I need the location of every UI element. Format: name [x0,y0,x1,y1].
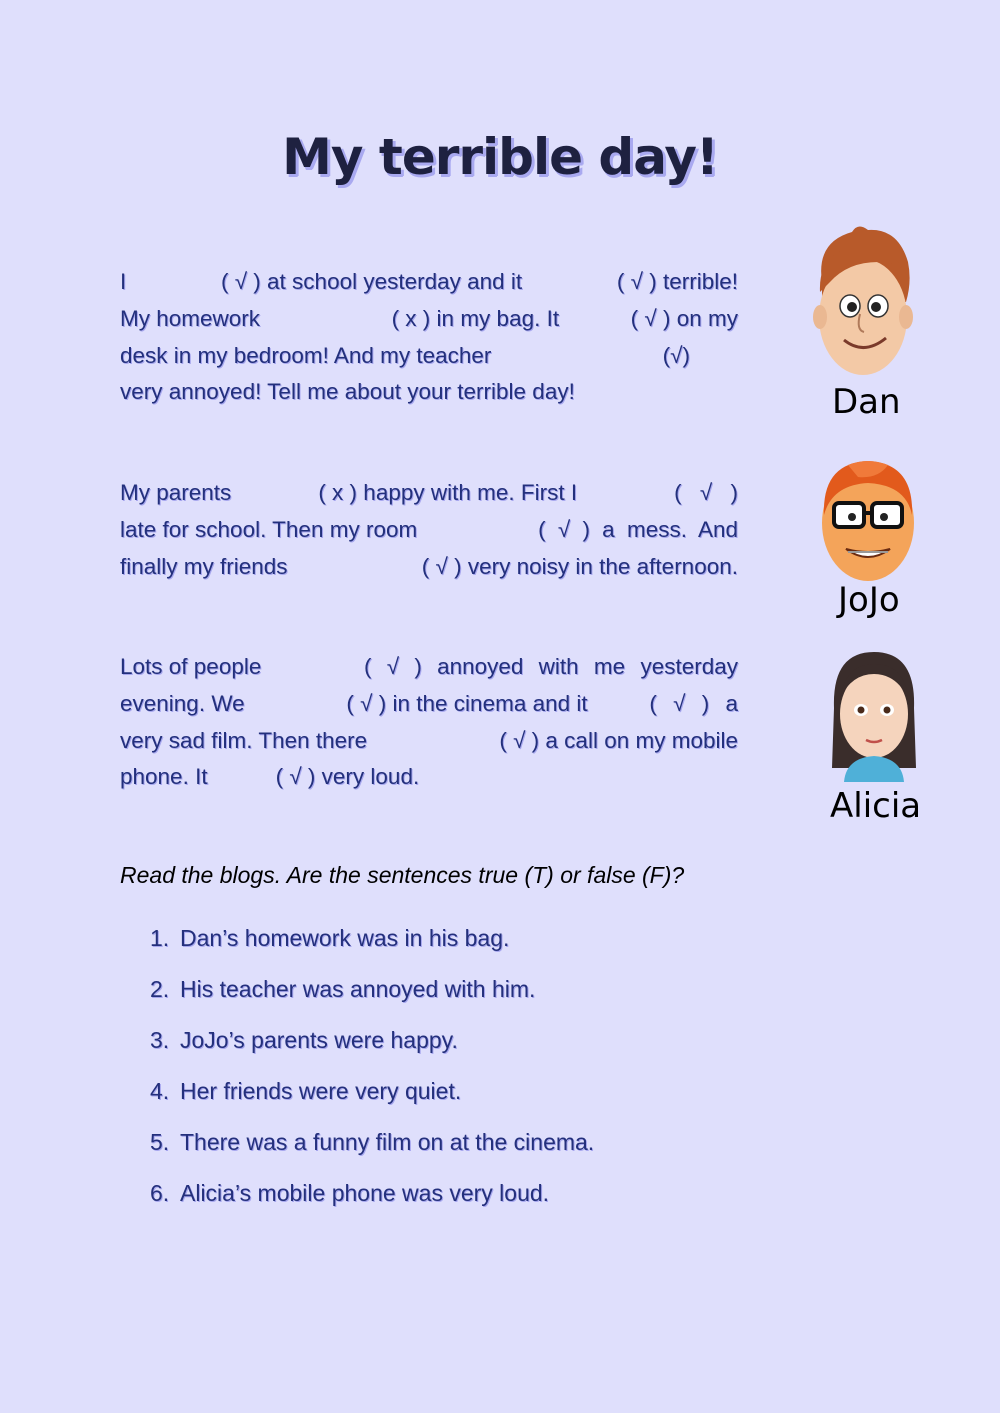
blog-text: ( √ ) on my [630,305,738,331]
blog-line [120,374,738,411]
list-item [150,1015,594,1066]
list-item [150,1066,594,1117]
blog-line [120,475,738,512]
blog-text: finally my friends [120,553,288,579]
blog-text: desk in my bedroom! And my teacher [120,342,492,368]
blog-text: ( √ ) very noisy in the afternoon. [421,553,738,579]
blog-text: ( √ ) in the cinema and it [346,690,588,716]
page-title: My terrible day! [282,128,718,186]
blog-text: ( x ) in my bag. It [391,305,560,331]
blog-text: (√) [662,342,690,368]
blog-jojo [120,475,738,585]
character-name-dan: Dan [832,382,901,422]
list-item [150,964,594,1015]
blog-alicia [120,649,738,796]
list-item [150,1117,594,1168]
blog-line [120,264,738,301]
boy-cartoon-icon [808,222,916,382]
character-name-jojo: JoJo [838,580,900,620]
question-number: 6. [150,1180,170,1206]
blog-text: ( √ ) a [649,690,738,716]
question-text: There was a funny film on at the cinema. [180,1129,595,1155]
blog-line [120,549,738,586]
question-list [150,913,594,1219]
question-number: 2. [150,976,170,1002]
list-item [150,913,594,964]
girl-cartoon-icon [826,648,922,782]
question-text: Her friends were very quiet. [180,1078,462,1104]
question-number: 1. [150,925,170,951]
blog-text: ( √ ) a call on my mobile [499,727,738,753]
blog-text: ( √ ) very loud. [275,764,420,790]
blog-text: My homework [120,305,261,331]
blog-text: very annoyed! Tell me about your terrible day! [120,379,575,405]
blog-line [120,301,738,338]
question-number: 4. [150,1078,170,1104]
blog-text: Lots of people [120,654,262,679]
question-text: His teacher was annoyed with him. [180,976,536,1002]
question-text: Alicia’s mobile phone was very loud. [180,1180,550,1206]
blog-text: ( √ ) terrible! [616,269,738,294]
question-text: JoJo’s parents were happy. [180,1027,458,1053]
blog-text: late for school. Then my room [120,516,418,542]
blog-text: evening. We [120,690,245,716]
blog-line [120,649,738,686]
blog-text: My parents [120,480,232,505]
blog-text: I [120,269,127,294]
blog-dan [120,264,738,411]
blog-text: phone. It [120,764,208,790]
blog-line [120,723,738,760]
blog-text: ( √ ) a mess. And [538,516,738,542]
blog-text: ( √ ) annoyed with me yesterday [364,654,738,679]
blog-text: ( √ ) at school yesterday and it [220,269,523,294]
blog-line [120,512,738,549]
question-number: 5. [150,1129,170,1155]
blog-line [120,686,738,723]
blog-text: ( √ ) [674,480,738,505]
blog-line [120,338,738,375]
character-name-alicia: Alicia [830,786,922,826]
blog-text: ( x ) happy with me. First I [318,480,578,505]
question-number: 3. [150,1027,170,1053]
boy-glasses-cartoon-icon [818,455,918,585]
blog-line [120,759,738,796]
instruction-text: Read the blogs. Are the sentences true (T) or false (F)? [120,862,685,888]
blog-text: very sad film. Then there [120,727,368,753]
question-text: Dan’s homework was in his bag. [180,925,510,951]
list-item [150,1168,594,1219]
